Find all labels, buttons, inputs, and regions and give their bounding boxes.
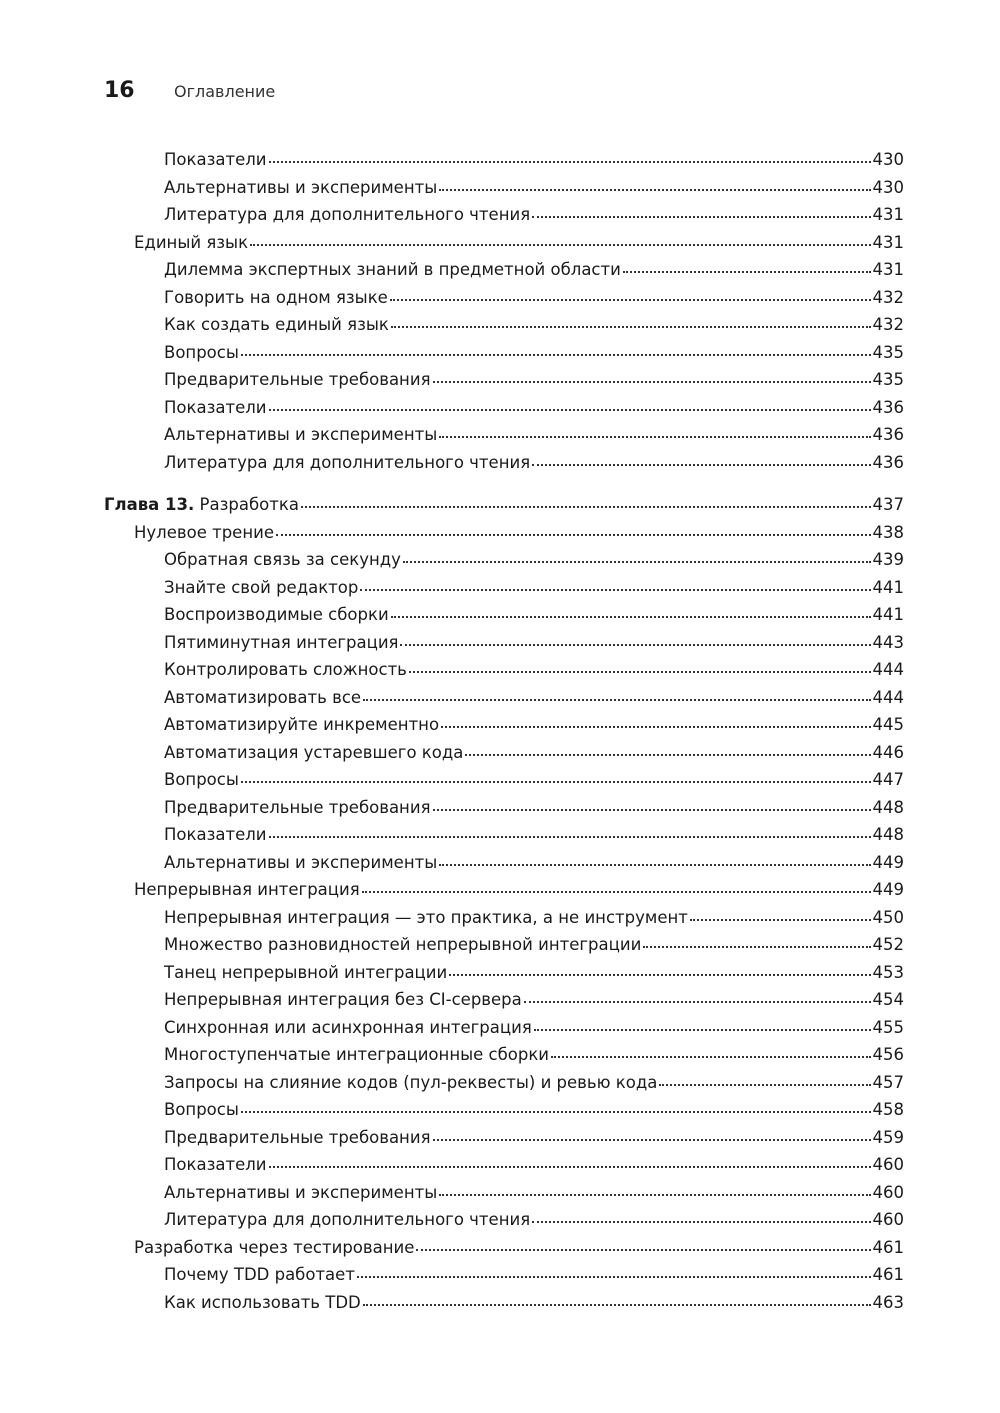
toc-page-number: 452	[872, 935, 904, 954]
toc-page-number: 460	[872, 1155, 904, 1174]
dot-leader	[449, 974, 870, 976]
toc-entry-title-text: Как использовать TDD	[164, 1292, 361, 1312]
toc-entry-title-text: Разработка	[199, 495, 299, 514]
toc-subsection-entry	[164, 707, 904, 734]
toc-page-number: 431	[872, 232, 904, 252]
dot-leader	[403, 561, 871, 563]
toc-entry-title	[164, 605, 389, 624]
dot-leader	[241, 781, 871, 783]
dot-leader	[532, 1221, 870, 1223]
dot-leader	[643, 946, 870, 948]
dot-leader	[534, 1029, 871, 1031]
toc-subsection-entry	[164, 817, 904, 844]
toc-entry-title-text: Контролировать сложность	[164, 660, 407, 679]
toc-entry-title	[164, 1155, 267, 1174]
toc-entry-title-text: Показатели	[164, 825, 267, 844]
toc-entry-title-text: Разработка через тестирование	[134, 1237, 415, 1257]
toc-entry-title-text: Вопросы	[164, 342, 239, 362]
toc-page-number: 460	[872, 1182, 904, 1202]
toc-page-number: 435	[872, 370, 904, 389]
toc-subsection-entry	[164, 762, 904, 789]
toc-page-number: 463	[872, 1292, 904, 1312]
dot-leader	[269, 1166, 871, 1168]
toc-subsection-entry	[164, 335, 904, 362]
toc-entry-title-text: Дилемма экспертных знаний в предметной области	[164, 260, 621, 279]
running-title: Оглавление	[174, 82, 276, 101]
dot-leader	[269, 836, 871, 838]
toc-entry-title-text: Литература для дополнительного чтения	[164, 1210, 531, 1229]
toc-entry-title	[164, 1210, 530, 1229]
toc-page-number: 431	[872, 205, 904, 224]
page-header	[104, 78, 275, 108]
toc-entry-title	[164, 770, 239, 789]
toc-subsection-entry	[164, 955, 904, 982]
toc-entry-title-text: Автоматизация устаревшего кода	[164, 742, 464, 762]
toc-entry-title-text: Непрерывная интеграция без CI-сервера	[164, 990, 522, 1009]
toc-entry-title-text: Как создать единый язык	[164, 315, 389, 334]
toc-entry-title	[164, 853, 437, 872]
toc-page-number: 432	[872, 287, 904, 307]
toc-chapter-entry	[104, 487, 904, 514]
dot-leader	[623, 271, 871, 273]
toc-subsection-entry	[164, 982, 904, 1009]
toc-entry-title	[164, 825, 267, 844]
toc-page-number: 432	[872, 315, 904, 334]
toc-subsection-entry	[164, 735, 904, 762]
dot-leader	[433, 809, 871, 811]
toc-entry-title-text: Синхронная или асинхронная интеграция	[164, 1017, 532, 1037]
toc-subsection-entry	[164, 652, 904, 679]
toc-entry-title	[164, 798, 431, 817]
toc-page-number: 436	[872, 397, 904, 417]
toc-entry-title	[164, 1018, 532, 1037]
dot-leader	[551, 1056, 870, 1058]
toc-entry-title-text: Автоматизировать все	[164, 687, 362, 707]
toc-entry-title	[164, 688, 361, 707]
dot-leader	[409, 671, 871, 673]
dot-leader	[433, 381, 871, 383]
toc-page-number: 445	[872, 715, 904, 734]
dot-leader	[241, 1111, 871, 1113]
dot-leader	[363, 699, 870, 701]
toc-entry-title-text: Воспроизводимые сборки	[164, 605, 389, 624]
dot-leader	[439, 436, 870, 438]
toc-entry-title	[164, 1100, 239, 1119]
toc-page-number: 448	[872, 825, 904, 844]
dot-leader	[439, 189, 870, 191]
toc-section-entry	[134, 225, 904, 252]
dot-leader	[276, 534, 871, 536]
toc-entry-title-text: Литература для дополнительного чтения	[164, 452, 531, 472]
dot-leader	[532, 464, 870, 466]
toc-subsection-entry	[164, 597, 904, 624]
toc-subsection-entry	[164, 1147, 904, 1174]
toc-page-number: 435	[872, 342, 904, 362]
toc-page-number: 431	[872, 260, 904, 279]
dot-leader	[269, 409, 871, 411]
toc-page-number: 450	[872, 907, 904, 927]
toc-entry-title	[164, 178, 437, 197]
toc-subsection-entry	[164, 900, 904, 927]
toc-page-number: 441	[872, 577, 904, 597]
toc-subsection-entry	[164, 445, 904, 472]
toc-page-number: 443	[872, 632, 904, 652]
dot-leader	[439, 864, 870, 866]
dot-leader	[690, 919, 871, 921]
toc-page-number: 444	[872, 687, 904, 707]
toc-page-number: 457	[872, 1072, 904, 1092]
toc-entry-title-text: Знайте свой редактор	[164, 577, 359, 597]
toc-section-entry	[134, 872, 904, 899]
toc-entry-title-text: Обратная связь за секунду	[164, 550, 401, 569]
toc-page-number: 446	[872, 742, 904, 762]
dot-leader	[301, 506, 871, 508]
toc-entry-title-text: Танец непрерывной интеграции	[164, 962, 448, 982]
dot-leader	[465, 754, 870, 756]
toc-entry-title	[164, 660, 407, 679]
toc-subsection-entry	[164, 197, 904, 224]
toc-entry-title	[134, 233, 248, 252]
toc-entry-title	[164, 398, 267, 417]
toc-section-entry	[134, 515, 904, 542]
dot-leader	[439, 1194, 870, 1196]
toc-entry-title-text: Запросы на слияние кодов (пул-реквесты) и ревью кода	[164, 1072, 658, 1092]
toc-subsection-entry	[164, 1202, 904, 1229]
toc-subsection-entry	[164, 927, 904, 954]
toc-page-number: 430	[872, 177, 904, 197]
chapter-label: Глава 13.	[104, 495, 195, 514]
toc-entry-title	[164, 425, 437, 444]
toc-entry-title	[164, 260, 621, 279]
toc-page-number: 456	[872, 1045, 904, 1064]
toc-entry-title	[134, 880, 360, 899]
toc-page-number: 449	[872, 852, 904, 872]
toc-page-number: 448	[872, 797, 904, 817]
toc-subsection-entry	[164, 625, 904, 652]
toc-page-number: 436	[872, 452, 904, 472]
toc-entry-title	[164, 205, 530, 224]
dot-leader	[524, 1001, 871, 1003]
dot-leader	[391, 616, 871, 618]
toc-entry-title	[134, 1238, 414, 1257]
dot-leader	[391, 326, 871, 328]
toc-subsection-entry	[164, 1037, 904, 1064]
toc-subsection-entry	[164, 570, 904, 597]
dot-leader	[363, 1304, 871, 1306]
toc-subsection-entry	[164, 307, 904, 334]
toc-subsection-entry	[164, 845, 904, 872]
toc-entry-title	[164, 743, 463, 762]
toc-entry-title-text: Альтернативы и эксперименты	[164, 852, 438, 872]
toc-page-number: 430	[872, 150, 904, 169]
toc-entry-title	[104, 495, 299, 514]
dot-leader	[433, 1139, 871, 1141]
toc-subsection-entry	[164, 280, 904, 307]
toc-entry-title	[164, 288, 388, 307]
toc-subsection-entry	[164, 1285, 904, 1312]
toc-entry-title	[164, 908, 688, 927]
dot-leader	[390, 299, 871, 301]
toc-entry-title-text: Вопросы	[164, 770, 239, 789]
toc-page-number: 439	[872, 550, 904, 569]
dot-leader	[532, 216, 870, 218]
toc-subsection-entry	[164, 252, 904, 279]
toc-subsection-entry	[164, 1257, 904, 1284]
toc-page-number: 437	[872, 495, 904, 514]
toc-page-number: 460	[872, 1210, 904, 1229]
toc-subsection-entry	[164, 362, 904, 389]
toc-entry-title	[164, 990, 522, 1009]
toc-subsection-entry	[164, 1120, 904, 1147]
toc-entry-title-text: Литература для дополнительного чтения	[164, 205, 531, 224]
toc-entry-title-text: Предварительные требования	[164, 370, 431, 389]
toc-entry-title	[164, 315, 389, 334]
toc-entry-title-text: Показатели	[164, 397, 267, 417]
toc-page-number: 447	[872, 770, 904, 789]
dot-leader	[400, 644, 870, 646]
toc-entry-title	[164, 1293, 361, 1312]
toc-entry-title	[164, 633, 398, 652]
toc-entry-title	[164, 1128, 431, 1147]
toc-section-entry	[134, 1230, 904, 1257]
toc-entry-title	[134, 523, 274, 542]
toc-entry-title	[164, 963, 447, 982]
dot-leader	[416, 1249, 870, 1251]
dot-leader	[362, 891, 871, 893]
toc-entry-title	[164, 1183, 437, 1202]
toc-page-number: 453	[872, 962, 904, 982]
dot-leader	[659, 1084, 870, 1086]
dot-leader	[241, 354, 871, 356]
toc-entry-title-text: Говорить на одном языке	[164, 287, 388, 307]
dot-leader	[269, 161, 871, 163]
toc-entry-title-text: Автоматизируйте инкрементно	[164, 715, 440, 734]
toc-entry-title	[164, 715, 439, 734]
toc-page-number: 458	[872, 1100, 904, 1119]
toc-page-number: 461	[872, 1237, 904, 1257]
toc-entry-title	[164, 343, 239, 362]
toc-entry-title	[164, 370, 431, 389]
toc-page-number: 449	[872, 880, 904, 899]
toc-page-number: 461	[872, 1265, 904, 1284]
toc-entry-title-text: Почему TDD работает	[164, 1265, 355, 1284]
toc-subsection-entry	[164, 417, 904, 444]
toc-entry-title-text: Непрерывная интеграция	[134, 880, 360, 899]
toc-entry-title	[164, 453, 530, 472]
toc-page-number: 438	[872, 522, 904, 542]
toc-page-number: 459	[872, 1127, 904, 1147]
toc-subsection-entry	[164, 680, 904, 707]
toc-subsection-entry	[164, 1065, 904, 1092]
toc-subsection-entry	[164, 390, 904, 417]
toc-entry-title-text: Вопросы	[164, 1100, 239, 1119]
toc-entry-title-text: Показатели	[164, 150, 267, 169]
toc-page-number: 444	[872, 660, 904, 679]
toc-page-number: 436	[872, 425, 904, 444]
toc-entry-title-text: Предварительные требования	[164, 1127, 431, 1147]
toc-entry-title	[164, 1265, 355, 1284]
toc-subsection-entry	[164, 542, 904, 569]
toc-entry-title	[164, 150, 267, 169]
dot-leader	[441, 726, 870, 728]
toc-entry-title-text: Предварительные требования	[164, 797, 431, 817]
toc-entry-title-text: Альтернативы и эксперименты	[164, 177, 438, 197]
toc-entry-title-text: Показатели	[164, 1155, 267, 1174]
toc-subsection-entry	[164, 142, 904, 169]
dot-leader	[250, 244, 870, 246]
toc-entry-title	[164, 1073, 657, 1092]
toc-entry-title	[164, 550, 401, 569]
toc-page-number: 455	[872, 1017, 904, 1037]
toc-entry-title-text: Непрерывная интеграция — это практика, а не инструмент	[164, 907, 688, 927]
page-number: 16	[104, 78, 135, 103]
toc-entry-title-text: Пятиминутная интеграция	[164, 632, 399, 652]
toc-entry-title-text: Многоступенчатые интеграционные сборки	[164, 1045, 550, 1064]
dot-leader	[357, 1276, 871, 1278]
toc-subsection-entry	[164, 1092, 904, 1119]
dot-leader	[360, 589, 870, 591]
toc-subsection-entry	[164, 790, 904, 817]
toc-entry-title	[164, 1045, 549, 1064]
toc-entry-title-text: Альтернативы и эксперименты	[164, 1182, 438, 1202]
toc-entry-title-text: Единый язык	[134, 232, 249, 252]
toc-subsection-entry	[164, 1175, 904, 1202]
toc-entry-title-text: Множество разновидностей непрерывной интеграции	[164, 935, 642, 954]
toc-page-number: 454	[872, 990, 904, 1009]
toc-subsection-entry	[164, 170, 904, 197]
toc-entry-title	[164, 935, 641, 954]
toc-entry-title-text: Альтернативы и эксперименты	[164, 425, 438, 444]
toc-page-number: 441	[872, 605, 904, 624]
toc-entry-title	[164, 578, 358, 597]
toc-entry-title-text: Нулевое трение	[134, 522, 274, 542]
toc-subsection-entry	[164, 1010, 904, 1037]
